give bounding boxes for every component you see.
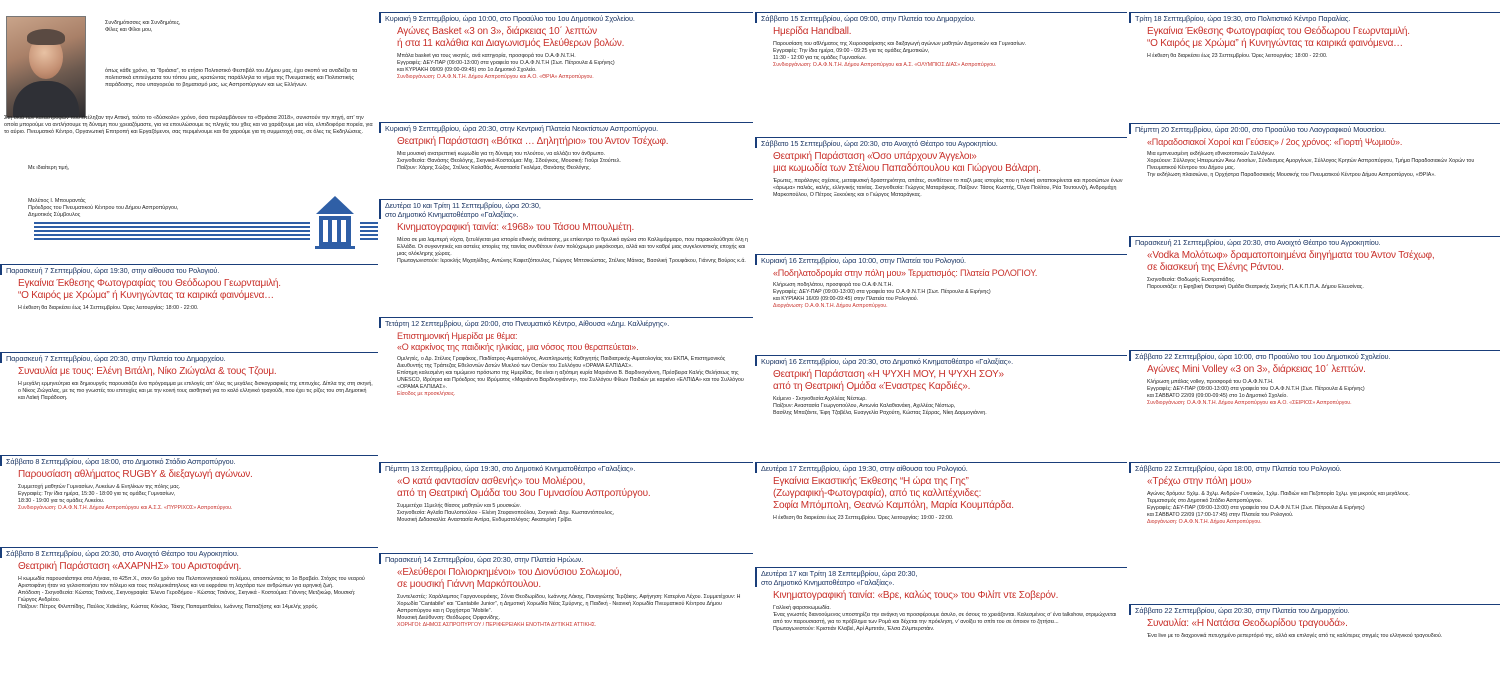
column-3: [755, 0, 1127, 694]
event-card: [0, 547, 378, 611]
event-title: Παρουσίαση αθλήματος RUGBY & διεξαγωγή αγώνων.: [18, 469, 253, 480]
event-title: Ημερίδα Handball.: [773, 26, 852, 37]
event-title: Θεατρική Παράσταση «Η ΨΥΧΗ ΜΟΥ, Η ΨΥΧΗ ΣΟΥ» από τη Θεατρική Ομάδα «Έναστρες Καρδιές».: [773, 369, 1004, 392]
event-card: [0, 352, 378, 402]
event-card: [755, 254, 1127, 310]
event-description: Κλήρωση ποδηλάτου, προσφορά του Ο.Α.Φ.Ν.Τ.Η. Εγγραφές: ΔΕΥ-ΠΑΡ (09:00-13:00) στα γραφεία του Ο.Α.Φ.Ν.Τ.Η (Σωτ. Πέτρουλα & Ειρήνης) και ΚΥΡΙΑΚΗ 16/09 (09:00-09:45) στην Πλατεία του Ρολογιού.: [773, 282, 991, 302]
event-header: Πέμπτη 13 Σεπτεμβρίου, ώρα 19:30, στο Δημοτικό Κινηματοθέατρο «Γαλαξίας».: [379, 462, 753, 473]
event-card: [379, 553, 753, 629]
event-card: [1129, 12, 1500, 60]
event-card: [755, 462, 1127, 522]
president-photo: [6, 16, 86, 118]
event-title: «Ποδηλατοδρομία στην πόλη μου» Τερματισμός: Πλατεία ΡΟΛΟΓΙΟΥ.: [773, 268, 1038, 278]
event-card: [0, 264, 378, 312]
event-header: Σάββατο 22 Σεπτεμβρίου, ώρα 18:00, στην Πλατεία του Ρολογιού.: [1129, 462, 1500, 473]
event-sponsor: Συνδιοργάνωση: Ο.Α.Φ.Ν.Τ.Η. Δήμου Ασπροπύργου και Α.Σ.Σ. «ΠΥΡΡΙΧΟΣ» Ασπροπύργου.: [18, 505, 233, 511]
event-title: Θεατρική Παράσταση «Βότκα … Δηλητήριο» του Άντον Τσέχωφ.: [397, 136, 669, 147]
event-title: Συναυλία με τους: Ελένη Βιτάλη, Νίκο Ζιώγαλα & τους Τζουμ.: [18, 366, 277, 377]
event-description: Αγώνες δρόμου: 5χλμ. & 3χλμ. Ανδρών-Γυναικών, 1χλμ. Παιδιών και Πεζοπορία 1χλμ. για μικρούς και μεγάλους. Τερματισμός στο Δημοτικό Στάδιο Ασπροπύργου. Εγγραφές: ΔΕΥ-ΠΑΡ (09:00-13:00) στα γραφεία του Ο.Α.Φ.Ν.Τ.Η (Σωτ. Πέτρουλα & Ειρήνης) και ΣΑΒΒΑΤΟ 22/09 (17:00-17:45) στην Πλατεία του Ρολογιού.: [1147, 491, 1410, 518]
greeting: Συνδημότισσες και Συνδημότες, Φίλες και Φίλοι μου,: [105, 20, 181, 34]
event-description: Η έκθεση θα διαρκέσει έως 23 Σεπτεμβρίου. Ώρες λειτουργίας: 18:00 - 22:00.: [1147, 53, 1328, 59]
event-header: Δευτέρα 17 Σεπτεμβρίου, ώρα 19:30, στην αίθουσα του Ρολογιού.: [755, 462, 1127, 473]
column-1: [0, 0, 378, 694]
event-sponsor: Συνδιοργάνωση: Ο.Α.Φ.Ν.Τ.Η. Δήμου Ασπροπύργου και Α.Σ. «ΟΛΥΜΠΙΟΣ ΔΙΑΣ» Ασπροπύργου.: [773, 62, 997, 68]
event-card: [0, 455, 378, 512]
event-title: Εγκαίνια Εικαστικής Έκθεσης “Η ώρα της Γης” (Ζωγραφική-Φωτογραφία), από τις καλλιτέχνιδες: Σοφία Μπόμπολη, Θεανώ Καμπόλη, Μαρία Κουμπάρδα.: [773, 476, 1014, 511]
intro-paragraph-1: όπως κάθε χρόνο, τα “θριάσια”, το ετήσιο Πολιτιστικό Φεστιβάλ του Δήμου μας, έχει σκοπό να αναδείξει τα πολιτιστικά επιτεύγματα του τόπου μας, κρατώντας παράλληλα το νήμα της Πνευματικής και Πολιτιστικής παράδοσης, που υπαγορεύει το βηματισμό μας, ως Ασπροπύργιων και ως Ελλήνων.: [105, 68, 358, 89]
event-description: Η έκθεση θα διαρκέσει έως 14 Σεπτεμβρίου. Ώρες λειτουργίας: 18:00 - 22:00.: [18, 305, 199, 311]
cultural-center-logo-icon: [310, 192, 360, 252]
event-header: Τετάρτη 12 Σεπτεμβρίου, ώρα 20:00, στο Πνευματικό Κέντρο, Αίθουσα «Δημ. Καλλιέργης».: [379, 317, 753, 328]
event-description: Συμμετοχή μαθητών Γυμνασίων, Λυκείων & Ενηλίκων της πόλης μας. Εγγραφές: Την ίδια ημέρα, 15:30 - 18:00 για τις ομάδες Γυμνασίων, 18:30 - 19:00 για τις ομάδες Λυκείου.: [18, 484, 181, 504]
event-description: Συμμετέχει 11μελής θίασος μαθητών και 5 μουσικών. Σκηνοθεσία: Αγλαΐα Παυλοπούλου - Ελένη Στεφανοπούλου, Σκηνικά: Δημ. Κωσταντόπουλος, Μουσική Διδασκαλία: Αναστασία Αντίρα, Ενδυματολόγος: Αικατερίνη Γρίβα.: [397, 503, 614, 523]
event-title: Κινηματογραφική ταινία: «1968» του Τάσου Μπουλμέτη.: [397, 222, 635, 233]
event-header: Παρασκευή 21 Σεπτεμβρίου, ώρα 20:30, στο Ανοιχτό Θέατρο του Αγροκηπίου.: [1129, 236, 1500, 247]
event-description: Συντελεστές: Χαράλαμπος Γαργανουράκης, Σόνια Θεοδωρίδου, Ιωάννης Λάκης, Παναγιώτης Τερζάκης. Αφήγηση: Κατερίνα Λέχου. Συμμετέχουν: Η Χορωδία “Cantabile” και “Cantabile Junior”, η Δημοτική Χορωδία Νέας Σμύρνης, η Παιδική - Νεανική Χορωδία Πνευματικού Κέντρου Δήμου Ασπροπύργου και η Ορχήστρα “Mobile”. Μουσική Διεύθυνση: Θεόδωρος Ορφανίδης.: [397, 594, 741, 621]
event-header: Σάββατο 22 Σεπτεμβρίου, ώρα 20:30, στην Πλατεία του Δημαρχείου.: [1129, 604, 1500, 615]
event-card: [379, 122, 753, 172]
event-description: Μια εμπνευσμένη εκδήλωση εθνικοτοπικών Συλλόγων. Χορεύουν: Σύλλογος Ηπειρωτών Άνω Λιοσίων, Σύνδεσμος Αμοργίνων, Σύλλογος Κρητών Ασπροπύργου, Τμήμα Παραδοσιακών Χορών του Πνευματικού Κέντρου του Δήμου μας. Την εκδήλωση πλαισιώνει, η Ορχήστρα Παραδοσιακής Μουσικής του Πνευματικού Κέντρου Δήμου Ασπροπύργου, «ΘΡΙΑ».: [1147, 151, 1475, 178]
event-note: Είσοδος με προσκλήσεις.: [397, 391, 456, 397]
event-description: Κλήρωση μπάλας volley, προσφορά του Ο.Α.Φ.Ν.Τ.Η. Εγγραφές: ΔΕΥ-ΠΑΡ (09:00-13:00) στα γραφεία του Ο.Α.Φ.Ν.Τ.Η (Σωτ. Πέτρουλα & Ειρήνης) και ΣΑΒΒΑΤΟ 22/09 (09:00-09:45) στο 1ο Δημοτικό Σχολείο.: [1147, 379, 1365, 399]
event-sponsor: Συνδιοργάνωση: Ο.Α.Φ.Ν.Τ.Η. Δήμου Ασπροπύργου και Α.Ο. «ΘΡΙΑ» Ασπροπύργου.: [397, 74, 594, 80]
event-card: [755, 12, 1127, 69]
event-title: Αγώνες Basket «3 on 3», διάρκειας 10΄ λεπτών ή στα 11 καλάθια και Διαγωνισμός Ελεύθερων βολών.: [397, 26, 625, 49]
event-description: Κείμενο - Σκηνοθεσία:Αχιλλέας Νέστωρ. Παίζουν: Αναστασία Γεωργοπούλου, Αντωνία Καλαθιανάκη, Αχιλλέας Νέστωρ, Βασίλης Μπαζάντε, Έφη Τζαβέλα, Ευαγγελία Ραχούτη, Κώστας Σέρρας, Νίκη Δαρμογιάννη.: [773, 396, 987, 416]
event-header: Κυριακή 9 Σεπτεμβρίου, ώρα 10:00, στο Προαύλιο του 1ου Δημοτικού Σχολείου.: [379, 12, 753, 23]
event-description: Η έκθεση θα διαρκέσει έως 23 Σεπτεμβρίου. Ώρες λειτουργίας: 19:00 - 22:00.: [773, 515, 954, 521]
event-header: Σάββατο 15 Σεπτεμβρίου, ώρα 09:00, στην Πλατεία του Δημαρχείου.: [755, 12, 1127, 23]
event-card: [1129, 236, 1500, 291]
event-card: [1129, 462, 1500, 526]
event-description: Η μεγάλη ερμηνεύτρια και δημιουργός παρουσιάζει ένα πρόγραμμα με επιλογές απ’ όλες τις μεγάλες δισκογραφικές της επιτυχίες. Δίπλα της στη σκηνή, ο Νίκος Ζιώγαλας, με τις πιο γνωστές του επιτυχίες και με την κοινή τους αισθητική για το καλό ελληνικό τραγούδι, που έχει τις ρίζες του στη Δημοτική και Λαϊκή Παράδοση.: [18, 381, 373, 401]
event-description: Μια μουσική ανατρεπτική κωμωδία για τη δύναμη του πλούτου, να αλλάζει τον άνθρωπο. Σκηνοθεσία: Θανάσης Θεολόγης, Σκηνικά-Κοστούμια: Μιχ. Σδούγκος, Μουσική: Γιούρι Στούπελ. Παίζουν: Χάρης Σώζος, Στέλιος Καλαθάς, Αναστασία Γκολέμα, Θανάσης Θεολόγης.: [397, 151, 621, 171]
closing: Με ιδιαίτερη τιμή,: [28, 165, 70, 171]
event-description: Παρουσίαση του αθλήματος της Χειροσφαίρισης και διεξαγωγή αγώνων μαθητών Δημοτικών και Γυμνασίων. Εγγραφές: Την ίδια ημέρα, 09:00 - 09:25 για τις ομάδες Δημοτικών, 11:30 - 12:00 για τις ομάδες Γυμνασίων.: [773, 41, 1027, 61]
event-card: [1129, 604, 1500, 640]
event-description: Μπάλα basket για τους νικητές, ανά κατηγορία, προσφορά του Ο.Α.Φ.Ν.Τ.Η. Εγγραφές: ΔΕΥ-ΠΑΡ (09:00-13:00) στα γραφεία του Ο.Α.Φ.Ν.Τ.Η (Σωτ. Πέτρουλα & Ειρήνης) και ΚΥΡΙΑΚΗ 09/09 (09:00-09:45) στο 1ο Δημοτικό Σχολείο.: [397, 53, 615, 73]
event-title: Αγώνες Mini Volley «3 on 3», διάρκειας 10΄ λεπτών.: [1147, 364, 1366, 375]
event-title: «Παραδοσιακοί Χοροί και Γεύσεις» / 2ος χρόνος: «Γιορτή Ψωμιού».: [1147, 137, 1403, 147]
event-description: Έρωτες, παράλογες σχέσεις, μεταφυσική δραστηριότητα, απάτες, συνθέτουν το παζλ μιας ιστορίας που η πλοκή ανταποκρίνεται και προσώπων ένων «άρωμα» παλιάς, καλής, ελληνικής ταινίας. Σκηνοθεσία: Γιώργος Ματαράγκας. Παίζουν: Τάσος Κωστής, Όλγα Πολίτου, Ρέα Τουτουνζή, Ανδρομάχη Μαρκοπούλου, Ο Πέτρος Ξεκούκης και ο Γιώργος Ματαράγκας.: [773, 178, 1123, 198]
event-title: «Τρέχω στην πόλη μου»: [1147, 476, 1252, 487]
intro-letter: [0, 0, 378, 252]
event-card: [755, 137, 1127, 199]
event-title: Θεατρική Παράσταση «Όσο υπάρχουν Άγγελοι» μια κωμωδία των Στέλιου Παπαδόπουλου και Γιώργου Βάλαρη.: [773, 151, 1041, 174]
event-header: Σάββατο 22 Σεπτεμβρίου, ώρα 10:00, στο Προαύλιο του 1ου Δημοτικού Σχολείου.: [1129, 350, 1500, 361]
event-title: Θεατρική Παράσταση «ΑΧΑΡΝΗΣ» του Αριστοφάνη.: [18, 561, 242, 572]
event-card: [755, 355, 1127, 417]
event-card: [379, 317, 753, 398]
event-description: Σκηνοθεσία: Θοδωρής Ευστρατιάδης. Παρουσιάζει: η Εφηβική Θεατρική Ομάδα Θεατρικής Σκηνής Π.Α.Κ.Π.Π.Α. Δήμου Ελευσίνας.: [1147, 277, 1364, 290]
event-title: «Vodka Μολότωφ» δραματοποιημένα διηγήματα του Άντον Τσέχωφ, σε διασκευή της Ελένης Ράντου.: [1147, 250, 1435, 273]
event-header: Παρασκευή 7 Σεπτεμβρίου, ώρα 19:30, στην αίθουσα του Ρολογιού.: [0, 264, 378, 275]
event-title: Επιστημονική Ημερίδα με θέμα: «Ο καρκίνος της παιδικής ηλικίας, μια νόσος που θεραπεύεται».: [397, 331, 639, 352]
event-title: Κινηματογραφική ταινία: «Βρε, καλώς τους» του Φιλίπ ντε Σοβερόν.: [773, 590, 1059, 601]
event-sponsor: Συνδιοργάνωση: Ο.Α.Φ.Ν.Τ.Η. Δήμου Ασπροπύργου και Α.Ο. «ΣΕΙΡΙΟΣ» Ασπροπύργου.: [1147, 400, 1352, 406]
event-card: [1129, 123, 1500, 179]
event-card: [379, 199, 753, 265]
event-header: Παρασκευή 14 Σεπτεμβρίου, ώρα 20:30, στην Πλατεία Ηρώων.: [379, 553, 753, 564]
column-4: [1129, 0, 1500, 694]
event-header: Κυριακή 16 Σεπτεμβρίου, ώρα 20:30, στο Δημοτικό Κινηματοθέατρο «Γαλαξίας».: [755, 355, 1127, 366]
event-header: Δευτέρα 10 και Τρίτη 11 Σεπτεμβρίου, ώρα 20:30, στο Δημοτικό Κινηματοθέατρο «Γαλαξίας».: [379, 199, 753, 219]
event-card: [1129, 350, 1500, 407]
event-description: Ομιλητές, ο Δρ. Στέλιος Γραφάκος, Παιδίατρος-Αιματολόγος, Αναπληρωτής Καθηγητής Παιδιατρικής-Αιματολογίας του ΕΚΠΑ, Επιστημονικός Διευθυντής της Τράπεζας Εθελοντών Δοτών Μυελού των Οστών του Συλλόγου «ΟΡΑΜΑ ΕΛΠΙΔΑΣ». Επίσημη καλεσμένη και τιμώμενο πρόσωπο της Ημερίδας, θα είναι η αξιότιμη κυρία Μαριάννα Β. Βαρδινογιάννη, Πρέσβειρα Καλής Θελήσεως της UNESCO, Ιδρύτρια και Πρόεδρος του Ιδρύματος «Μαριάννα Βαρδινογιάννη», του Συλλόγου Φίλων Παιδιών με καρκίνο «ΕΛΠΙΔΑ» και του Συλλόγου «ΟΡΑΜΑ ΕΛΠΙΔΑΣ».: [397, 356, 744, 390]
event-title: «Ο κατά φαντασίαν ασθενής» του Μολιέρου, από τη Θεατρική Ομάδα του 3ου Γυμνασίου Ασπροπύργου.: [397, 476, 651, 499]
event-title: Εγκαίνια Έκθεσης Φωτογραφίας του Θεόδωρου Γεωρνταμιλή. “Ο Καιρός με Χρώμα” ή Κυνηγώντας τα καιρικά φαινόμενα…: [1147, 26, 1410, 49]
event-header: Τρίτη 18 Σεπτεμβρίου, ώρα 19:30, στο Πολιτιστικό Κέντρο Παραλίας.: [1129, 12, 1500, 23]
signature: Μελέτιος Ι. Μπουραντάς Πρόεδρος του Πνευματικού Κέντρου του Δήμου Ασπροπύργου, Δημοτικός Σύμβουλος: [28, 198, 179, 219]
event-header: Δευτέρα 17 και Τρίτη 18 Σεπτεμβρίου, ώρα 20:30, στο Δημοτικό Κινηματοθέατρο «Γαλαξίας».: [755, 567, 1127, 587]
event-header: Σάββατο 8 Σεπτεμβρίου, ώρα 18:00, στο Δημοτικό Στάδιο Ασπροπύργου.: [0, 455, 378, 466]
event-header: Πέμπτη 20 Σεπτεμβρίου, ώρα 20:00, στο Προαύλιο του Λαογραφικού Μουσείου.: [1129, 123, 1500, 134]
event-card: [379, 12, 753, 81]
event-card: [379, 462, 753, 524]
event-header: Παρασκευή 7 Σεπτεμβρίου, ώρα 20:30, στην Πλατεία του Δημαρχείου.: [0, 352, 378, 363]
event-sponsor: Διοργάνωση: Ο.Α.Φ.Ν.Τ.Η. Δήμου Ασπροπύργου.: [773, 303, 888, 309]
event-sponsor: Διοργάνωση: Ο.Α.Φ.Ν.Τ.Η. Δήμου Ασπροπύργου.: [1147, 519, 1262, 525]
event-title: Εγκαίνια Έκθεσης Φωτογραφίας του Θεόδωρου Γεωρνταμιλή. “Ο Καιρός με Χρώμα” ή Κυνηγώντας τα καιρικά φαινόμενα…: [18, 278, 281, 301]
event-header: Κυριακή 16 Σεπτεμβρίου, ώρα 10:00, στην Πλατεία του Ρολογιού.: [755, 254, 1127, 265]
event-title: «Ελεύθεροι Πολιορκημένοι» του Διονύσιου Σολωμού, σε μουσική Γιάννη Μαρκόπουλου.: [397, 567, 622, 590]
event-header: Κυριακή 9 Σεπτεμβρίου, ώρα 20:30, στην Κεντρική Πλατεία Νεοκτίστων Ασπροπύργου.: [379, 122, 753, 133]
event-description: Μέσα σε μια λαμπερή νύχτα, ξετυλίγεται μια ιστορία εθνικής ανάτασης, με επίκεντρο το θρυλικό αγώνα στο Καλλιμάρμαρο, που παρακολούθησε όλη η Ελλάδα. Οι συγκινητικές και αστείες ιστορίες της ταινίας συνθέτουν έναν πολύχρωμο μικρόκοσμο, αλλά και τον καθρέ μιας συγκλονιστικής εποχής και μιας ολόκληρης χώρας. Πρωταγωνιστούν: Ιεροκλής Μιχαηλίδης, Αντώνης Καφετζόπουλος, Γιώργος Μπτσικώστας, Στέλιος Μάινας, Βασιλική Τρουφάκου, Γιάννης Βούρος κ.ά.: [397, 237, 748, 264]
event-title: Συναυλία: «Η Νατάσα Θεοδωρίδου τραγουδά».: [1147, 618, 1348, 629]
event-description: Η κωμωδία παρουσιάστηκε στα Λήναια, το 425π.Χ., στον 6ο χρόνο του Πελοποννησιακού πολέμου, αποσπώντας το 1ο Βραβείο. Στόχος του νεαρού Αριστοφάνη ήταν να γελοιοποιήσει τον πόλεμο και τους πολεμοκάπηλους και να εκφράσει τη λαχτάρα των ανθρώπων για ειρηνική ζωή. Απόδοση - Σκηνοθεσία: Κώστας Τσιάνος, Σκηνογραφία: Έλενα Γεροδήμου - Κώστας Τσιάνος, Σκηνικά - Κοστούμια: Γιάννης Μετζικώφ, Μουσική: Γιώργος Ανδρέου. Παίζουν: Πέτρος Φιλιππίδης, Παύλος Χαϊκάλης, Κώστας Κόκλας, Τάκης Παπαματθαίου, Ιωάννης Παπαζήσης και 14μελής χορός.: [18, 576, 365, 610]
event-description: Γαλλική φαρσοκωμωδία. Ένας γνωστός διανοούμενος υποστηρίζει την ανάγκη να προσφέρουμε άσυλο, σε όσους το χρειάζονται. Καλεσμένος σ’ ένα talkshow, στριμώχνεται από τον παρουσιαστή, για το πρόβλημα των Ρομά και δέχεται την πρόκληση, ν’ ανοίξει το σπίτι του σε όποιον το ζητήσει... Πρωταγωνιστούν: Κριστιάν Κλαβιέ, Αρί Αμπιτάν, Έλσα Ζιλμπερστάιν.: [773, 605, 1117, 632]
column-2: [379, 0, 753, 694]
event-card: [755, 567, 1127, 633]
event-header: Σάββατο 15 Σεπτεμβρίου, ώρα 20:30, στο Ανοιχτό Θέατρο του Αγροκηπίου.: [755, 137, 1127, 148]
intro-paragraph-2: Στη σκιά των καταστροφών που επέληξαν την Αττική, τούτο το «δύσκολο» χρόνο, όσα περιλαμβάνουν τα «Θριάσια 2018», συνιστούν την πηγή, απ’ την οποία μπορούμε να αντλήσουμε τη δύναμη που χρειαζόμαστε, για να επουλώσουμε τις πληγές του χθες και να χαράξουμε μια νέα, ελπιδοφόρα πορεία, για το αύριο. Πνευματικό Κέντρο, Οργανωτική Επιτροπή και Εργαζόμενοι, σας περιμένουμε και θα χαρούμε για τη συμμετοχή σας, σε όλες τις Εκδηλώσεις.: [4, 115, 373, 136]
event-sponsor: ΧΟΡΗΓΟΙ: ΔΗΜΟΣ ΑΣΠΡΟΠΥΡΓΟΥ / ΠΕΡΙΦΕΡΕΙΑΚΗ ΕΝΟΤΗΤΑ ΔΥΤΙΚΗΣ ΑΤΤΙΚΗΣ.: [397, 622, 597, 628]
event-header: Σάββατο 8 Σεπτεμβρίου, ώρα 20:30, στο Ανοιχτό Θέατρο του Αγροκηπίου.: [0, 547, 378, 558]
event-description: Ένα live με το διαχρονικά πετυχημένο ρεπερτόριό της, αλλά και επιλογές από τις καλύτερες στιγμές του ελληνικού τραγουδιού.: [1147, 633, 1443, 639]
